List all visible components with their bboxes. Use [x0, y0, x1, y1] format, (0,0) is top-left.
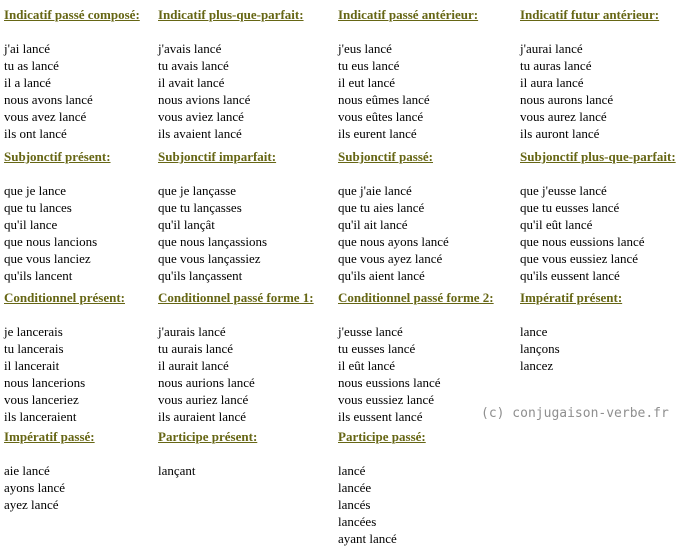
conjugated-form: lançons [520, 341, 560, 356]
conjugated-form: nous aurons lancé [520, 92, 614, 107]
section-title: Subjonctif plus-que-parfait: [520, 149, 676, 164]
conjugated-form: il eut lancé [338, 75, 396, 90]
forms-list [4, 462, 158, 513]
forms-list [4, 323, 158, 425]
conjugated-form: qu'ils eussent lancé [520, 268, 620, 283]
conjugated-form: vous avez lancé [4, 109, 87, 124]
conjugated-form: que tu lançasses [158, 200, 242, 215]
conjugated-form: qu'ils aient lancé [338, 268, 425, 283]
section-participe-passe [338, 422, 520, 550]
conjugated-form: j'eusse lancé [338, 324, 403, 339]
conjugated-form: vous auriez lancé [158, 392, 249, 407]
section-conditionnel-present [4, 283, 158, 422]
conjugated-form: qu'il lance [4, 217, 58, 232]
conjugated-form: tu lancerais [4, 341, 64, 356]
section-title: Subjonctif présent: [4, 149, 111, 164]
conjugated-form: que vous lanciez [4, 251, 91, 266]
conjugated-form: que je lance [4, 183, 67, 198]
section-title: Subjonctif passé: [338, 149, 433, 164]
conjugated-form: vous aurez lancé [520, 109, 607, 124]
conjugated-form: que tu lances [4, 200, 72, 215]
conjugated-form: ils auraient lancé [158, 409, 247, 424]
section-title: Indicatif plus-que-parfait: [158, 7, 304, 22]
conjugated-form: que vous eussiez lancé [520, 251, 639, 266]
conjugated-form: nous eussions lancé [338, 375, 441, 390]
conjugated-form: j'avais lancé [158, 41, 222, 56]
section-indicatif-passe-compose [4, 0, 158, 142]
section-subjonctif-plus-que-parfait [520, 142, 700, 283]
section-participe-present [158, 422, 338, 550]
conjugated-form: que nous eussions lancé [520, 234, 645, 249]
conjugated-form: qu'il lançât [158, 217, 215, 232]
conjugated-form: j'aurais lancé [158, 324, 226, 339]
conjugated-form: ils ont lancé [4, 126, 67, 141]
conjugated-form: qu'ils lançassent [158, 268, 243, 283]
section-title: Participe présent: [158, 429, 258, 444]
conjugated-form: ayons lancé [4, 480, 66, 495]
conjugated-form: nous eûmes lancé [338, 92, 430, 107]
conjugated-form: nous lancerions [4, 375, 86, 390]
section-title: Conditionnel passé forme 2: [338, 290, 494, 305]
conjugated-form: que j'eusse lancé [520, 183, 607, 198]
forms-list [4, 182, 158, 284]
forms-list [338, 40, 520, 142]
conjugated-form: que nous lançassions [158, 234, 268, 249]
conjugated-form: que tu aies lancé [338, 200, 425, 215]
conjugated-form: ils avaient lancé [158, 126, 242, 141]
conjugated-form: il eût lancé [338, 358, 396, 373]
section-title: Impératif présent: [520, 290, 623, 305]
section-imperatif-present [520, 283, 700, 422]
conjugated-form: que nous lancions [4, 234, 98, 249]
conjugated-form: lançant [158, 463, 196, 478]
conjugated-form: vous lanceriez [4, 392, 79, 407]
conjugated-form: tu auras lancé [520, 58, 592, 73]
conjugated-form: tu aurais lancé [158, 341, 234, 356]
conjugated-form: lance [520, 324, 548, 339]
conjugated-form: j'eus lancé [338, 41, 392, 56]
conjugated-form: tu avais lancé [158, 58, 229, 73]
forms-list [520, 40, 700, 142]
section-title: Conditionnel passé forme 1: [158, 290, 314, 305]
conjugated-form: vous eûtes lancé [338, 109, 424, 124]
conjugated-form: ils eussent lancé [338, 409, 423, 424]
section-title: Indicatif passé composé: [4, 7, 140, 22]
conjugated-form: lancée [338, 480, 372, 495]
copyright-watermark: (c) conjugaison-verbe.fr [481, 406, 669, 421]
forms-list [158, 462, 338, 479]
conjugated-form: il avait lancé [158, 75, 225, 90]
section-subjonctif-present [4, 142, 158, 283]
conjugated-form: je lancerais [4, 324, 63, 339]
conjugated-form: vous aviez lancé [158, 109, 244, 124]
forms-list [158, 182, 338, 284]
conjugated-form: que vous lançassiez [158, 251, 261, 266]
section-title: Indicatif passé antérieur: [338, 7, 479, 22]
conjugated-form: ayez lancé [4, 497, 59, 512]
conjugated-form: nous aurions lancé [158, 375, 255, 390]
forms-list [4, 40, 158, 142]
conjugated-form: il aura lancé [520, 75, 584, 90]
conjugated-form: qu'il eût lancé [520, 217, 593, 232]
section-conditionnel-passe-forme-2 [338, 283, 520, 422]
conjugated-form: ils auront lancé [520, 126, 600, 141]
section-indicatif-futur-anterieur [520, 0, 700, 142]
conjugated-form: aie lancé [4, 463, 50, 478]
conjugated-form: que j'aie lancé [338, 183, 412, 198]
section-imperatif-passe [4, 422, 158, 550]
forms-list [338, 182, 520, 284]
section-title: Subjonctif imparfait: [158, 149, 277, 164]
conjugated-form: il a lancé [4, 75, 51, 90]
conjugated-form: que je lançasse [158, 183, 236, 198]
forms-list [520, 182, 700, 284]
forms-list [338, 462, 520, 547]
conjugated-form: lancez [520, 358, 554, 373]
conjugated-form: que nous ayons lancé [338, 234, 449, 249]
section-indicatif-passe-anterieur [338, 0, 520, 142]
conjugated-form: vous eussiez lancé [338, 392, 435, 407]
conjugated-form: lancées [338, 514, 377, 529]
conjugated-form: lancé [338, 463, 366, 478]
conjugated-form: j'ai lancé [4, 41, 51, 56]
conjugated-form: ils lanceraient [4, 409, 77, 424]
conjugated-form: tu eusses lancé [338, 341, 416, 356]
conjugated-form: ayant lancé [338, 531, 397, 546]
conjugated-form: j'aurai lancé [520, 41, 583, 56]
forms-list [520, 323, 700, 374]
section-title: Indicatif futur antérieur: [520, 7, 660, 22]
forms-list [158, 40, 338, 142]
section-indicatif-plus-que-parfait [158, 0, 338, 142]
conjugated-form: il lancerait [4, 358, 60, 373]
conjugated-form: tu eus lancé [338, 58, 400, 73]
empty-cell [520, 422, 700, 550]
section-conditionnel-passe-forme-1 [158, 283, 338, 422]
forms-list [158, 323, 338, 425]
conjugated-form: lancés [338, 497, 371, 512]
conjugated-form: nous avons lancé [4, 92, 93, 107]
conjugated-form: qu'il ait lancé [338, 217, 408, 232]
section-title: Impératif passé: [4, 429, 95, 444]
section-title: Conditionnel présent: [4, 290, 125, 305]
section-subjonctif-imparfait [158, 142, 338, 283]
conjugated-form: tu as lancé [4, 58, 59, 73]
section-subjonctif-passe [338, 142, 520, 283]
section-title: Participe passé: [338, 429, 426, 444]
conjugated-form: il aurait lancé [158, 358, 229, 373]
conjugated-form: nous avions lancé [158, 92, 251, 107]
conjugated-form: que vous ayez lancé [338, 251, 443, 266]
conjugated-form: ils eurent lancé [338, 126, 417, 141]
conjugated-form: que tu eusses lancé [520, 200, 620, 215]
conjugated-form: qu'ils lancent [4, 268, 73, 283]
